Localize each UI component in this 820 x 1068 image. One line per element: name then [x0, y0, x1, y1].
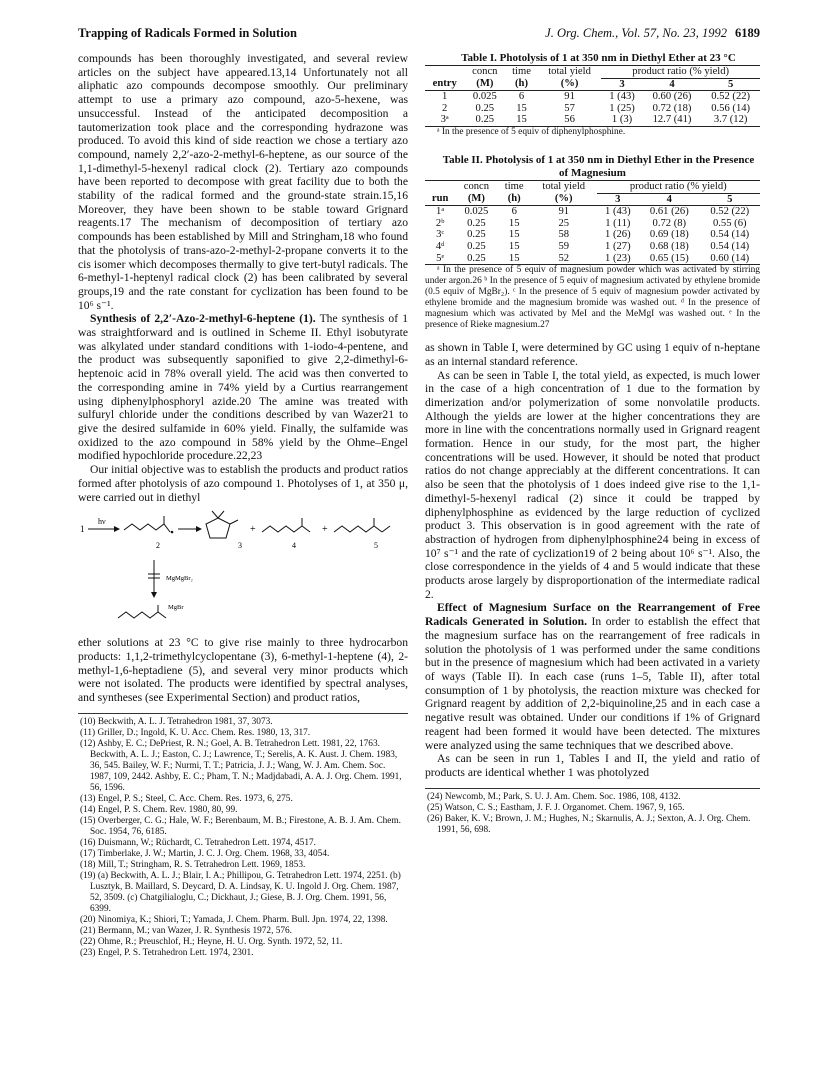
table-row [425, 253, 760, 265]
table-cell: 0.60 (26) [652, 91, 692, 103]
references-left [78, 713, 408, 959]
table-cell: 4ᵈ [435, 240, 445, 252]
table-cell: 2ᵇ [435, 217, 445, 229]
table-cell: 0.25 [464, 114, 505, 126]
table-row [425, 218, 760, 230]
reaction-scheme-drawing [78, 510, 408, 630]
table-cell: 3.7 (12) [701, 114, 760, 126]
table-cell: 1 (11) [605, 217, 631, 229]
table-cell: 0.52 (22) [710, 206, 750, 218]
table-cell: 15 [516, 102, 527, 114]
table-cell: 0.61 (26) [649, 206, 689, 218]
col-unit: (M) [464, 78, 505, 91]
table-cell: 1ᵃ [436, 206, 445, 218]
table-cell: 15 [508, 240, 520, 252]
grignard-label: MgBr [168, 604, 184, 612]
right-column [425, 52, 760, 836]
col-header: concn [464, 66, 505, 79]
col-unit: (h) [497, 193, 530, 206]
plus-sign: + [250, 524, 256, 536]
table-2 [425, 154, 760, 331]
footnote-rule [425, 788, 760, 789]
table-cell: 1 (23) [597, 253, 640, 265]
footnote-rule [78, 713, 408, 714]
table-row [425, 103, 760, 115]
reference: (11) Griller, D.; Ingold, K. U. Acc. Chem. Res. 1980, 13, 317. [80, 727, 311, 738]
paragraph [425, 601, 760, 752]
right-body-text [425, 341, 760, 780]
table-cell: 0.60 (14) [700, 253, 760, 265]
table-cell: 6 [518, 91, 525, 103]
table-row [425, 114, 760, 126]
table-cell: 0.56 (14) [711, 102, 751, 114]
table-cell: 1 (26) [605, 229, 631, 241]
paragraph: ether solutions at 23 °C to give rise mainly to three hydrocarbon products: 1,1,2-trimethylcyclopentane (3), 6-methyl-1-heptene (4), 2-methyl-1,6-heptadiene (5), and several very minor products which were not isolated. The products were identified by spectral analyses, and syntheses (see Experimental Section) and product ratios, [78, 636, 408, 705]
table-cell: 0.25 [467, 240, 486, 252]
table-cell: 58 [558, 229, 570, 241]
col-header: 5 [700, 193, 760, 206]
col-unit: (h) [505, 78, 537, 91]
magnesium-reagent-label: MgMgBr₂ [166, 575, 193, 583]
reference: (16) Duismann, W.; Rüchardt, C. Tetrahedron Lett. 1974, 4517. [80, 837, 316, 848]
table-row [425, 206, 760, 218]
reference: (19) (a) Beckwith, A. L. J.; Blair, I. A.; Phillipou, G. Tetrahedron Lett. 1974, 2251. (b) Lusztyk, B. Maillard, S. Deycard, D. A. Lindsay, K. U. Ingold J. Org. Chem. 1987, 52, 3509. (c) Chatgilialoglu, C.; Dickhaut, J.; Giese, B. J. Org. Chem. 1991, 56, 6399. [80, 870, 401, 914]
plus-sign: + [322, 524, 328, 536]
compound-1-label: 1 [80, 524, 85, 535]
table-cell: 0.52 (22) [711, 91, 751, 103]
references-right [425, 788, 760, 836]
table-cell: 5ᵉ [425, 253, 455, 265]
paragraph-text: The synthesis of 1 was straightforward and is outlined in Scheme II. Ethyl isobutyrate was alkylated under standard conditions with 1-iodo-4-pentene, and the product was subsequently saponified to give 2,2-dimethyl-6-heptenoic acid in 78% overall yield. The acid was then converted to the corresponding amine in 74% yield by a Curtius rearrangement using diphenylphosphoryl azide.20 The amine was treated with sulfuryl chloride under the conditions described by van Wazer21 to give the desired sulfamide in 60% yield. Finally, the sulfamide was oxidized to the azo compound in 58% yield by the Ohme–Engel modified hypochloride procedure.22,23 [78, 312, 408, 463]
table-cell: 0.54 (14) [710, 240, 750, 252]
table-cell: 15 [505, 114, 537, 126]
table-cell: 0.25 [455, 253, 497, 265]
table-cell: 0.72 (8) [652, 217, 687, 229]
paragraph: as shown in Table I, were determined by GC using 1 equiv of n-heptane as an internal standard reference. [425, 341, 760, 368]
col-header: 5 [701, 78, 760, 91]
col-unit: (%) [531, 193, 597, 206]
table-cell: 0.54 (14) [710, 229, 750, 241]
table-cell: 15 [508, 229, 520, 241]
hv-label: hν [98, 517, 106, 527]
reaction-scheme [78, 510, 408, 630]
table-cell: 1 (3) [601, 114, 642, 126]
table-cell: 3ᶜ [436, 229, 445, 241]
reference: (12) Ashby, E. C.; DePriest, R. N.; Goel, A. B. Tetrahedron Lett. 1981, 22, 1763. Beckwith, A. L. J.; Easton, C. J.; Lawrence, T.; Serelis, A. K. Aust. J. Chem. 1983, 36, 545. Bailey, W. F.; Nurmi, T. T.; Patricia, J. J.; Wang, W. J. Am. Chem. Soc. 1987, 109, 2442. Ashby, E. C.; Pham, T. N.; Madjdabadi, A. A. J. Org. Chem. 1991, 56, 1596. [80, 738, 402, 793]
col-header: 4 [643, 78, 702, 91]
col-header: 4 [639, 193, 699, 206]
reference: (24) Newcomb, M.; Park, S. U. J. Am. Chem. Soc. 1986, 108, 4132. [427, 791, 681, 802]
page-number: 6189 [735, 26, 760, 40]
reference: (22) Ohme, R.; Preuschlof, H.; Heyne, H. U. Org. Synth. 1972, 52, 11. [80, 936, 343, 947]
col-header: time [505, 66, 537, 79]
journal-citation [545, 26, 760, 41]
reference: (13) Engel, P. S.; Steel, C. Acc. Chem. Res. 1973, 6, 275. [80, 793, 293, 804]
table-cell: 56 [538, 114, 602, 126]
table-row [425, 229, 760, 241]
reference: (17) Timberlake, J. W.; Martin, J. C. J. Org. Chem. 1968, 33, 4054. [80, 848, 330, 859]
table-cell: 0.025 [464, 206, 489, 218]
table-cell: 91 [558, 206, 570, 218]
table-cell: 12.7 (41) [643, 114, 702, 126]
running-header [78, 26, 760, 42]
table-cell: 0.68 (18) [649, 240, 689, 252]
table-cell: 0.65 (15) [639, 253, 699, 265]
table-row [425, 91, 760, 103]
table-cell: 0.25 [467, 217, 486, 229]
col-header: total yield [538, 66, 602, 79]
table-cell: 1 (27) [605, 240, 631, 252]
table-cell: 6 [511, 206, 517, 218]
reference: (26) Baker, K. V.; Brown, J. M.; Hughes, N.; Skarnulis, A. J.; Sexton, A. J. Org. Chem. 1991, 56, 698. [427, 813, 751, 835]
table-2-grid [425, 180, 760, 265]
table-1-footnote: ᵃ In the presence of 5 equiv of diphenylphosphine. [437, 126, 626, 137]
col-header: entry [425, 78, 464, 91]
col-header-group: product ratio (% yield) [597, 180, 760, 193]
table-cell: 57 [564, 102, 575, 114]
reference: (25) Watson, C. S.; Eastham, J. F. J. Organomet. Chem. 1967, 9, 165. [427, 802, 685, 813]
paragraph: compounds has been thoroughly investigated, and several review articles on the subject have appeared.13,14 Unfortunately not all aliphatic azo compounds decompose smoothly. Our preliminary attempt to use a primary azo compound, azo-5-hexene, was unsuccessful. Instead of the anticipated decomposition a tautomerization took place and the corresponding hydrazone was produced. To avoid this kind of side reaction we chose a tertiary azo compound, namely 2,2′-azo-2-methyl-6-heptene, as our source of the 1,1-dimethyl-5-hexenyl radical clock (2). Tertiary azo compounds have been reported to decompose with great facility due to both the stability of the radical formed and the ground-state strain.15,16 Moreover, they have been shown to be stable toward Grignard reagents.17 The mechanism of decomposition of tertiary azo compounds has been established by Mill and Stringham,18 who found that the photolysis of trans-azo-2-methyl-2-propane converts it to the cis isomer which decomposes thermally to give tert-butyl radicals. The 6-methyl-1-heptenyl radical clock (2) has been calibrated by several groups,19 and the rate constant for cyclization has been found to be 10⁶ s⁻¹. [78, 52, 408, 312]
table-cell: 3ᵃ [425, 114, 464, 126]
reference: (23) Engel, P. S. Tetrahedron Lett. 1974, 2301. [80, 947, 254, 958]
table-cell: 0.25 [475, 102, 495, 114]
paragraph [78, 312, 408, 463]
table-cell: 1 (43) [609, 91, 635, 103]
paragraph: As can be seen in Table I, the total yield, as expected, is much lower in the case of a high concentration of 1 due to the formation by dimerization and/or polymerization of some nonvolatile products. Although the yields are lower at the higher concentrations they are more in line with the concentrations normally used in Grignard reagent formation. Hence in our study, for the most part, the higher concentrations will be used. However, it should be noted that product ratios do not change appreciably at the different concentrations. It can also be seen that the photolysis of 1 does indeed give rise to the 1,1-dimethyl-5-hexenyl radical (2) since it could be trapped by diphenylphosphine as evidenced by the large reduction of cyclized product 3. This observation is in good agreement with the rate of abstraction of hydrogen from diphenylphosphine24 being in excess of 10⁷ s⁻¹ and the rate of cyclization19 of 2 being about 10⁶ s⁻¹. Also, the close correspondence in the yields of 4 and 5 would indicate that these products arose largely by disproportionation of the intermediate radical 2. [425, 368, 760, 601]
table-cell: 1 [442, 91, 448, 103]
table-cell: 0.72 (18) [652, 102, 692, 114]
compound-5-number: 5 [374, 541, 378, 551]
table-cell: 0.25 [467, 229, 486, 241]
reference: (18) Mill, T.; Stringham, R. S. Tetrahedron Lett. 1969, 1853. [80, 859, 306, 870]
table-cell: 15 [508, 217, 520, 229]
reference: (10) Beckwith, A. L. J. Tetrahedron 1981, 37, 3073. [80, 716, 273, 727]
table-cell: 0.69 (18) [649, 229, 689, 241]
reference: (21) Bermann, M.; van Wazer, J. R. Synthesis 1972, 576. [80, 925, 292, 936]
table-1 [425, 52, 760, 138]
journal-info: J. Org. Chem., Vol. 57, No. 23, 1992 [545, 26, 727, 40]
compound-2-number: 2 [156, 541, 160, 551]
table-1-grid [425, 65, 760, 127]
col-header: time [497, 180, 530, 193]
table-cell: 15 [497, 253, 530, 265]
table-cell: 0.025 [472, 91, 497, 103]
table-cell: 0.55 (6) [712, 217, 747, 229]
col-header-group: product ratio (% yield) [601, 66, 760, 79]
paragraph: Our initial objective was to establish the products and product ratios formed after photolysis of azo compound 1. Photolyses of 1, at 350 μ, were carried out in diethyl [78, 463, 408, 504]
reference: (14) Engel, P. S. Chem. Rev. 1980, 80, 99. [80, 804, 238, 815]
col-header: run [425, 193, 455, 206]
left-column [78, 52, 408, 959]
col-unit: (%) [538, 78, 602, 91]
table-cell: 1 (43) [605, 206, 631, 218]
section-heading: Effect of Magnesium Surface on the Rearrangement of Free Radicals Generated in Solution. [425, 601, 760, 629]
table-1-title: Table I. Photolysis of 1 at 350 nm in Diethyl Ether at 23 °C [461, 52, 736, 64]
table-cell: 91 [564, 91, 575, 103]
paragraph-text: In order to establish the effect that the magnesium surface has on the rearrangement of free radicals in solution the photolysis of 1 was performed under the same conditions but in the presence of magnesium which had been activated in a variety of ways (Table II). In each case (runs 1–5, Table II), after total consumption of 1 by photolysis, the reaction mixture was checked for Grignard reagent by addition of 2,2-biquinoline,25 and in each case a negative result was obtained. Under our conditions if 1% of Grignard reagent had been formed it would have been detected. The mixtures were analyzed using the same techniques that we described above. [425, 615, 760, 752]
compound-4-number: 4 [292, 541, 296, 551]
running-title: Trapping of Radicals Formed in Solution [78, 26, 297, 40]
table-cell: 25 [558, 217, 570, 229]
section-heading: Synthesis of 2,2′-Azo-2-methyl-6-heptene (1). [90, 312, 316, 326]
table-2-title: Table II. Photolysis of 1 at 350 nm in Diethyl Ether in the Presence of Magnesium [442, 153, 755, 179]
compound-3-number: 3 [238, 541, 242, 551]
table-cell: 59 [558, 240, 570, 252]
col-header: total yield [531, 180, 597, 193]
col-header: concn [455, 180, 497, 193]
col-unit: (M) [455, 193, 497, 206]
paragraph: As can be seen in run 1, Tables I and II, the yield and ratio of products are identical whether 1 was photolyzed [425, 752, 760, 779]
reference: (20) Ninomiya, K.; Shiori, T.; Yamada, J. Chem. Pharm. Bull. Jpn. 1974, 22, 1398. [80, 914, 388, 925]
table-cell: 1 (25) [609, 102, 635, 114]
col-header: 3 [597, 193, 640, 206]
reference: (15) Overberger, C. G.; Hale, W. F.; Berenbaum, M. B.; Firestone, A. B. J. Am. Chem. Soc. 1954, 76, 6185. [80, 815, 401, 837]
table-row [425, 241, 760, 253]
table-2-footnote: ᵃ In the presence of 5 equiv of magnesium powder which was activated by stirring under argon.26 ᵇ In the presence of 5 equiv of magnesium activated by ethylene bromide (0.5 equiv of MgBr₂). ᶜ In the presence of 5 equiv of magnesium powder activated by ethylene bromide and the magnesium bromide was washed out. ᵈ In the presence of magnesium which was activated by MeI and the MeMgI was washed out. ᵉ In the presence of Rieke magnesium.27 [425, 265, 760, 331]
table-cell: 52 [531, 253, 597, 265]
table-cell: 2 [442, 102, 448, 114]
col-header: 3 [601, 78, 642, 91]
